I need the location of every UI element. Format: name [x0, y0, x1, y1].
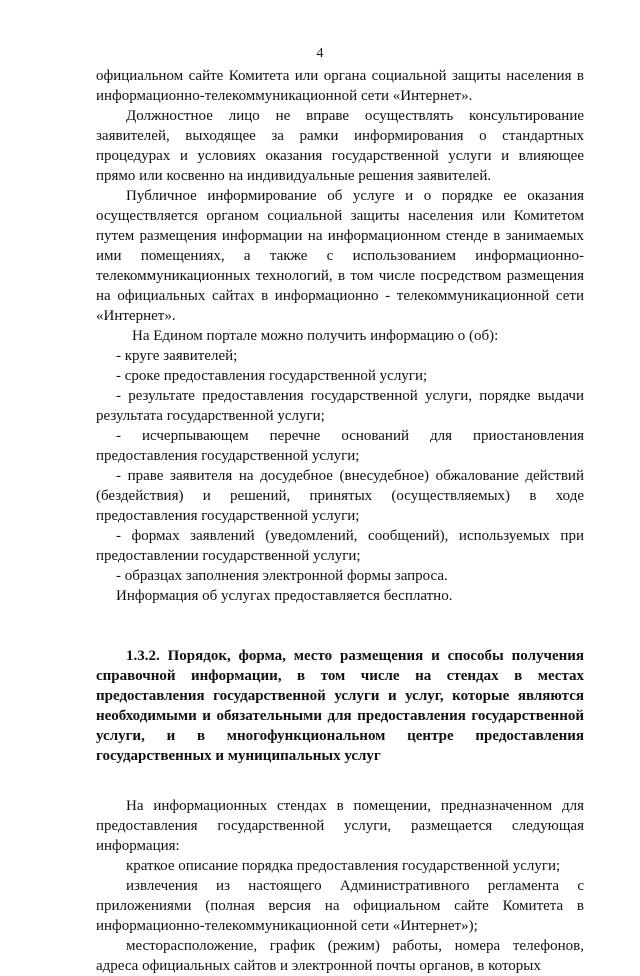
list-item: - сроке предоставления государственной услуги; [116, 368, 428, 384]
paragraph-extracts: извлечения из настоящего Административного регламента с приложениями (полная версия на официальном сайте Комитета в информационно-телекоммуникационной сети «Интернет»); [96, 878, 584, 934]
paragraph-continuation: официальном сайте Комитета или органа социальной защиты населения в информационно-телекоммуникационной сети «Интернет». [96, 68, 584, 104]
portal-info-list [96, 346, 584, 586]
paragraph-location-schedule: месторасположение, график (режим) работы, номера телефонов, адреса официальных сайтов и электронной почты органов, в которых [96, 938, 584, 974]
page-number: 4 [316, 46, 324, 61]
document-body [96, 66, 584, 976]
paragraph-free-info: Информация об услугах предоставляется бесплатно. [116, 588, 453, 604]
list-item: - формах заявлений (уведомлений, сообщений), используемых при предоставлении государственной услуги; [96, 528, 584, 564]
paragraph-portal-intro: На Едином портале можно получить информацию о (об): [132, 328, 499, 344]
list-item: - круге заявителей; [116, 348, 238, 364]
list-item: - праве заявителя на досудебное (внесудебное) обжалование действий (бездействия) и решений, принятых (осуществляемых) в ходе предоставления государственной услуги; [96, 468, 584, 524]
paragraph-stands-intro: На информационных стендах в помещении, предназначенном для предоставления государственной услуги, размещается следующая информация: [96, 798, 584, 854]
section-heading: 1.3.2. Порядок, форма, место размещения и способы получения справочной информации, в том числе на стендах в местах предоставления государственной услуги и услуг, которые являются необходимыми и обязательными для предоставления государственной услуги, и в многофункциональном центре предоставления государственных и муниципальных услуг [96, 648, 584, 764]
paragraph-consulting-limits: Должностное лицо не вправе осуществлять консультирование заявителей, выходящее за рамки информирования о стандартных процедурах и условиях оказания государственной услуги и влияющее прямо или косвенно на индивидуальные решения заявителей. [96, 108, 584, 184]
list-item: - результате предоставления государственной услуги, порядке выдачи результата государственной услуги; [96, 388, 584, 424]
paragraph-short-description: краткое описание порядка предоставления государственной услуги; [126, 858, 561, 874]
paragraph-public-informing: Публичное информирование об услуге и о порядке ее оказания осуществляется органом социальной защиты населения или Комитетом путем размещения информации на информационном стенде в занимаемых ими помещениях, а также с использованием информационно-телекоммуникационных технологий, в том числе посредством размещения на официальных сайтах в информационно - телекоммуникационной сети «Интернет». [96, 188, 584, 324]
list-item: - образцах заполнения электронной формы запроса. [116, 568, 448, 584]
list-item: - исчерпывающем перечне оснований для приостановления предоставления государственной услуги; [96, 428, 584, 464]
